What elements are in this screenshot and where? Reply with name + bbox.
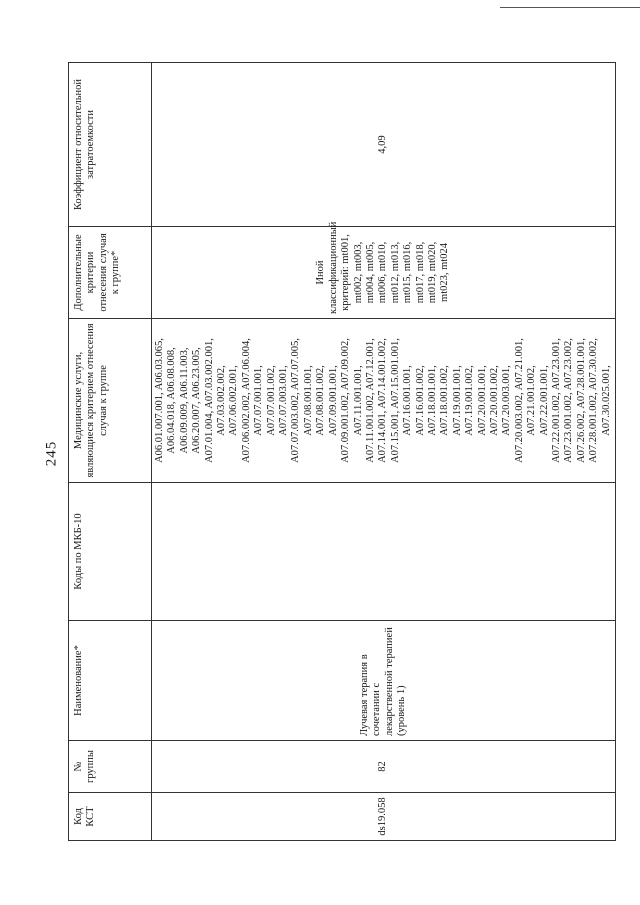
service-code-line: A07.18.001.001, xyxy=(426,365,438,436)
table-row xyxy=(152,63,616,841)
service-code-line: A07.08.001.001, xyxy=(302,365,314,436)
cell-group-number: 82 xyxy=(152,741,616,793)
service-code-line: A06.09.009, A06.11.003, xyxy=(178,347,190,454)
service-code-line: A07.07.003.002, A07.07.005, xyxy=(290,338,302,463)
service-code-line: A07.07.001.001, xyxy=(253,365,265,436)
service-code-line: A07.21.001.002, xyxy=(526,365,538,436)
criteria-line: mt015, mt016, xyxy=(402,241,414,304)
service-code-line: A07.14.001, A07.14.001.002, xyxy=(377,338,389,463)
service-code-line: A07.03.002.002, xyxy=(216,365,228,436)
header-name: Наименование* xyxy=(69,621,152,741)
criteria-line: mt002, mt003, xyxy=(352,241,364,304)
service-code-line: A07.07.001.002, xyxy=(265,365,277,436)
service-code-line: A07.16.001.002, xyxy=(414,365,426,436)
table-header-row xyxy=(69,63,152,841)
service-code-line: A07.11.001.002, A07.12.001, xyxy=(364,338,376,463)
service-code-line: A06.20.007, A06.23.005, xyxy=(191,347,203,454)
cell-icd-codes xyxy=(152,483,616,621)
criteria-line: mt004, mt005, xyxy=(364,241,376,304)
service-code-line: A07.19.001.002, xyxy=(464,365,476,436)
service-code-line: A07.20.001.001, xyxy=(476,365,488,436)
service-code-line: A06.04.018, A06.08.008, xyxy=(166,347,178,454)
cell-code: ds19.058 xyxy=(152,793,616,841)
header-coefficient: Коэффициент относительной затратоемкости xyxy=(69,63,152,227)
header-additional-criteria: Дополнительные критерии отнесения случая к группе* xyxy=(69,227,152,319)
service-code-line: A07.20.003.002, A07.21.001, xyxy=(513,338,525,463)
service-code-line: A07.06.002.001, xyxy=(228,365,240,436)
criteria-line: критерий: mt001, xyxy=(340,234,352,311)
criteria-line: mt023, mt024 xyxy=(439,243,451,302)
service-code-line: A07.20.003.001, xyxy=(501,365,513,436)
service-code-line: A07.22.001.001, xyxy=(538,365,550,436)
service-code-line: A07.18.001.002, xyxy=(439,365,451,436)
criteria-line: Иной xyxy=(315,260,327,285)
cell-coefficient: 4,09 xyxy=(152,63,616,227)
cell-additional-criteria xyxy=(152,221,616,319)
header-medical-services: Медицинские услуги, являющиеся критерием отнесения случая к группе xyxy=(69,319,152,483)
service-code-line: A07.20.001.002, xyxy=(488,365,500,436)
page-number: 245 xyxy=(43,440,60,466)
criteria-line: mt019, mt020, xyxy=(426,241,438,304)
service-code-line: A07.01.004, A07.03.002.001, xyxy=(203,338,215,463)
service-code-line: A07.16.001.001, xyxy=(402,365,414,436)
header-code: Код КСТ xyxy=(69,793,152,841)
service-code-line: A07.08.001.002, xyxy=(315,365,327,436)
criteria-line: классификационный xyxy=(327,221,339,314)
service-code-line: A07.23.001.002, A07.23.002, xyxy=(563,338,575,463)
header-group-number: № группы xyxy=(69,741,152,793)
service-code-line: A07.09.001.001, xyxy=(327,365,339,436)
cell-name: Лучевая терапия в сочетании с лекарственной терапией (уровень 1) xyxy=(152,621,616,741)
top-rule xyxy=(500,7,640,8)
service-code-line: A07.22.001.002, A07.23.001, xyxy=(551,338,562,463)
cell-medical-services xyxy=(152,319,616,483)
criteria-line: mt006, mt010, xyxy=(377,241,389,304)
header-icd-codes: Коды по МКБ-10 xyxy=(69,483,152,621)
service-code-line: A07.09.001.002, A07.09.002, xyxy=(340,338,352,463)
service-code-line: A07.06.002.002, A07.06.004, xyxy=(240,338,252,463)
tariff-table-sheet xyxy=(68,63,612,841)
service-code-line: A07.07.003.001, xyxy=(278,365,290,436)
service-code-line: A07.30.025.001, xyxy=(600,365,612,436)
criteria-line: mt017, mt018, xyxy=(414,241,426,304)
service-code-line: A07.28.001.002, A07.30.002, xyxy=(588,338,600,463)
service-code-line: A07.26.002, A07.28.001.001, xyxy=(575,338,587,463)
service-code-line: A07.19.001.001, xyxy=(451,365,463,436)
service-code-line: A06.01.007.001, A06.03.065, xyxy=(154,338,165,463)
service-code-line: A07.11.001.001, xyxy=(352,365,364,436)
tariff-table xyxy=(68,62,616,841)
criteria-line: mt012, mt013, xyxy=(389,241,401,304)
service-code-line: A07.15.001, A07.15.001.001, xyxy=(389,338,401,463)
